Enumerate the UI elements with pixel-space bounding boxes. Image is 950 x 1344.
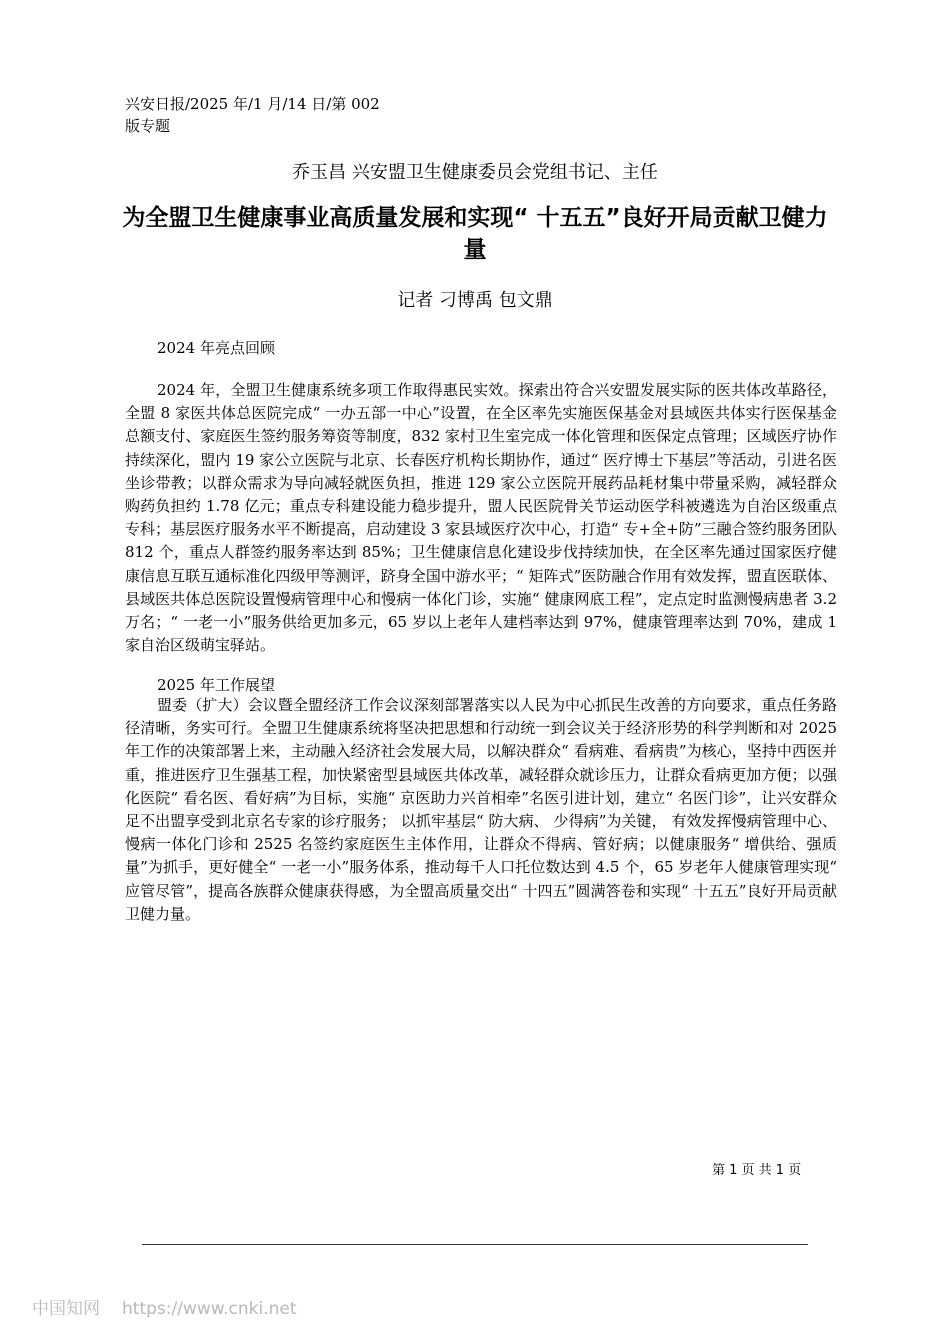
footer-divider xyxy=(142,1244,808,1245)
reporter-byline: 记者 刁博禹 包文鼎 xyxy=(397,290,553,311)
section-heading-2025: 2025 年工作展望 xyxy=(157,676,275,694)
section-body-2025: 盟委（扩大）会议暨全盟经济工作会议深刻部署落实以人民为中心抓民生改善的方向要求，重点任务路径清晰，务实可行。全盟卫生健康系统将坚决把思想和行动统一到会议关于经济形势的科学判断和对 2025 年工作的决策部署上来，主动融入经济社会发展大局，以解决群众“ 看病难、看病贵”为核心，坚持中西医并重，推进医疗卫生强基工程，加快紧密型县域医共体改革，减轻群众就诊压力，让群众看病更加方便；以强化医院“ 看名医、看好病”为目标，实施“ 京医助力兴首相牵”名医引进计划，建立“ 名医门诊”，让兴安群众足不出盟享受到北京名专家的诊疗服务； 以抓牢基层“ 防大病、 少得病”为关键， 有效发挥慢病管理中心、 慢病一体化门诊和 2525 名签约家庭医生主体作用，让群众不得病、管好病；以健康服务“ 增供给、强质量”为抓手，更好健全“ 一老一小”服务体系，推动每千人口托位数达到 4.5 个，65 岁老年人健康管理实现“ 应管尽管”，提高各族群众健康获得感，为全盟高质量交出“ 十四五”圆满答卷和实现“ 十五五”良好开局贡献卫健力量。 xyxy=(125,696,837,923)
section-body-2024: 2024 年，全盟卫生健康系统多项工作取得惠民实效。探索出符合兴安盟发展实际的医共体改革路径，全盟 8 家医共体总医院完成“ 一办五部一中心”设置，在全区率先实施医保基金对县域医共体实行医保基金总额支付、家庭医生签约服务筹资等制度，832 家村卫生室完成一体化管理和医保定点管理；区域医疗协作持续深化，盟内 19 家公立医院与北京、长春医疗机构长期协作，通过“ 医疗博士下基层”等活动，引进名医坐诊带教；以群众需求为导向减轻就医负担，推进 129 家公立医院开展药品耗材集中带量采购，减轻群众购药负担约 1.78 亿元；重点专科建设能力稳步提升，盟人民医院骨关节运动医学科被遴选为自治区级重点专科；基层医疗服务水平不断提高，启动建设 3 家县域医疗次中心，打造“ 专+全+防”三融合签约服务团队 812 个，重点人群签约服务率达到 85%；卫生健康信息化建设步伐持续加快，在全区率先通过国家医疗健康信息互联互通标准化四级甲等测评，跻身全国中游水平；“ 矩阵式”医防融合作用有效发挥，盟直医联体、县域医共体总医院设置慢病管理中心和慢病一体化门诊，实施“ 健康网底工程”，定点定时监测慢病患者 3.2 万名；“ 一老一小”服务供给更加多元，65 岁以上老年人建档率达到 97%，健康管理率达到 70%，建成 1 家自治区级萌宝驿站。 xyxy=(125,381,837,655)
cnki-watermark xyxy=(32,1294,318,1319)
article-title: 为全盟卫生健康事业高质量发展和实现“ 十五五”良好开局贡献卫健力量 xyxy=(122,205,828,263)
publication-source: 兴安日报/2025 年/1 月/14 日/第 002 版专题 xyxy=(125,95,380,135)
page-indicator: 第 1 页 共 1 页 xyxy=(712,1163,802,1178)
author-byline: 乔玉昌 兴安盟卫生健康委员会党组书记、主任 xyxy=(292,162,658,183)
watermark-site-name: 中国知网 xyxy=(32,1299,100,1319)
section-heading-2024: 2024 年亮点回顾 xyxy=(157,339,275,357)
watermark-url: https://www.cnki.net xyxy=(122,1299,297,1319)
